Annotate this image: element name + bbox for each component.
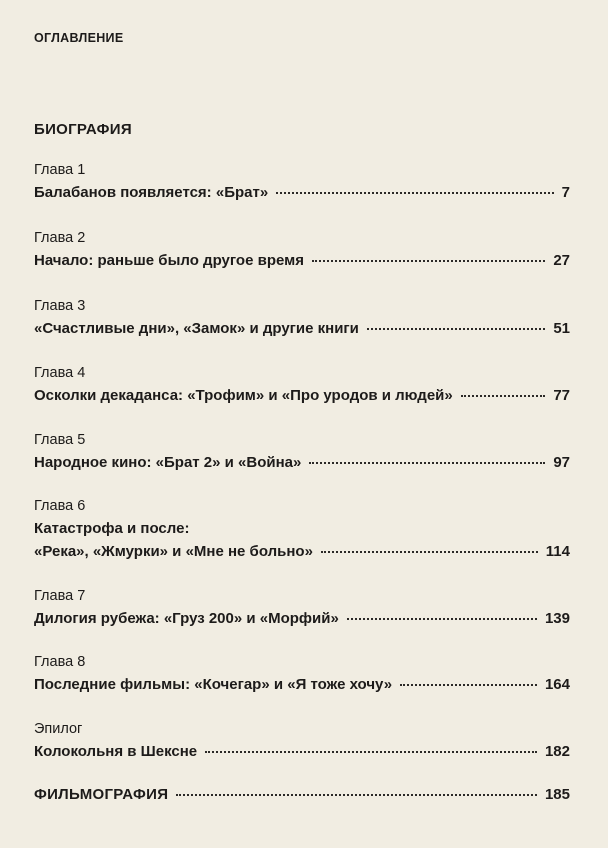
chapter-title-line xyxy=(34,675,570,695)
page-number: 164 xyxy=(544,676,570,693)
chapter-title-line xyxy=(34,251,570,271)
toc-header: ОГЛАВЛЕНИЕ xyxy=(34,31,124,45)
section-heading-biography: БИОГРАФИЯ xyxy=(34,121,132,138)
page-number: 97 xyxy=(553,454,570,471)
dot-leader xyxy=(347,618,537,620)
dot-leader xyxy=(276,192,553,194)
chapter-title-line xyxy=(34,742,570,762)
toc-entry-chapter-5[interactable] xyxy=(34,430,570,473)
chapter-label: Глава 7 xyxy=(34,588,86,604)
chapter-label: Эпилог xyxy=(34,721,83,737)
dot-leader xyxy=(176,794,537,796)
chapter-title-line xyxy=(34,319,570,339)
page-number: 139 xyxy=(544,610,570,627)
dot-leader xyxy=(400,684,537,686)
dot-leader xyxy=(312,260,545,262)
filmography-title: ФИЛЬМОГРАФИЯ xyxy=(34,786,169,803)
toc-entry-chapter-4[interactable] xyxy=(34,363,570,406)
chapter-title: Народное кино: «Брат 2» и «Война» xyxy=(34,454,302,471)
page-number: 182 xyxy=(544,743,570,760)
dot-leader xyxy=(461,395,546,397)
chapter-label: Глава 3 xyxy=(34,298,86,314)
toc-entry-chapter-1[interactable] xyxy=(34,160,570,203)
toc-entry-filmography[interactable] xyxy=(34,785,570,805)
dot-leader xyxy=(205,751,537,753)
chapter-title: «Счастливые дни», «Замок» и другие книги xyxy=(34,320,359,337)
chapter-title: Колокольня в Шексне xyxy=(34,743,198,760)
chapter-label: Глава 4 xyxy=(34,365,86,381)
chapter-label: Глава 5 xyxy=(34,432,86,448)
chapter-title-line xyxy=(34,183,570,203)
page-number: 27 xyxy=(553,252,570,269)
chapter-title: Осколки декаданса: «Трофим» и «Про уродов и людей» xyxy=(34,387,453,404)
page-number: 51 xyxy=(553,320,570,337)
chapter-label: Глава 8 xyxy=(34,654,86,670)
chapter-title: Балабанов появляется: «Брат» xyxy=(34,184,269,201)
chapter-title: «Река», «Жмурки» и «Мне не больно» xyxy=(34,543,313,560)
dot-leader xyxy=(321,551,538,553)
toc-entry-chapter-3[interactable] xyxy=(34,296,570,339)
chapter-title: Последние фильмы: «Кочегар» и «Я тоже хочу» xyxy=(34,676,393,693)
toc-entry-chapter-6[interactable] xyxy=(34,496,570,562)
page-number: 7 xyxy=(561,184,570,201)
dot-leader xyxy=(309,462,545,464)
chapter-title: Дилогия рубежа: «Груз 200» и «Морфий» xyxy=(34,610,339,627)
chapter-title-line xyxy=(34,453,570,473)
toc-entry-chapter-2[interactable] xyxy=(34,228,570,271)
chapter-title-line xyxy=(34,386,570,406)
toc-entry-epilogue[interactable] xyxy=(34,719,570,762)
chapter-title-line xyxy=(34,609,570,629)
chapter-title: Начало: раньше было другое время xyxy=(34,252,304,269)
dot-leader xyxy=(367,328,545,330)
page-number: 77 xyxy=(553,387,570,404)
chapter-title-line xyxy=(34,542,570,562)
page-number: 185 xyxy=(544,786,570,803)
chapter-label: Глава 2 xyxy=(34,230,86,246)
toc-entry-chapter-8[interactable] xyxy=(34,652,570,695)
page-number: 114 xyxy=(545,543,570,560)
toc-entry-chapter-7[interactable] xyxy=(34,586,570,629)
chapter-label: Глава 1 xyxy=(34,162,86,178)
chapter-title-first-line: Катастрофа и после: xyxy=(34,520,190,537)
chapter-label: Глава 6 xyxy=(34,498,86,514)
